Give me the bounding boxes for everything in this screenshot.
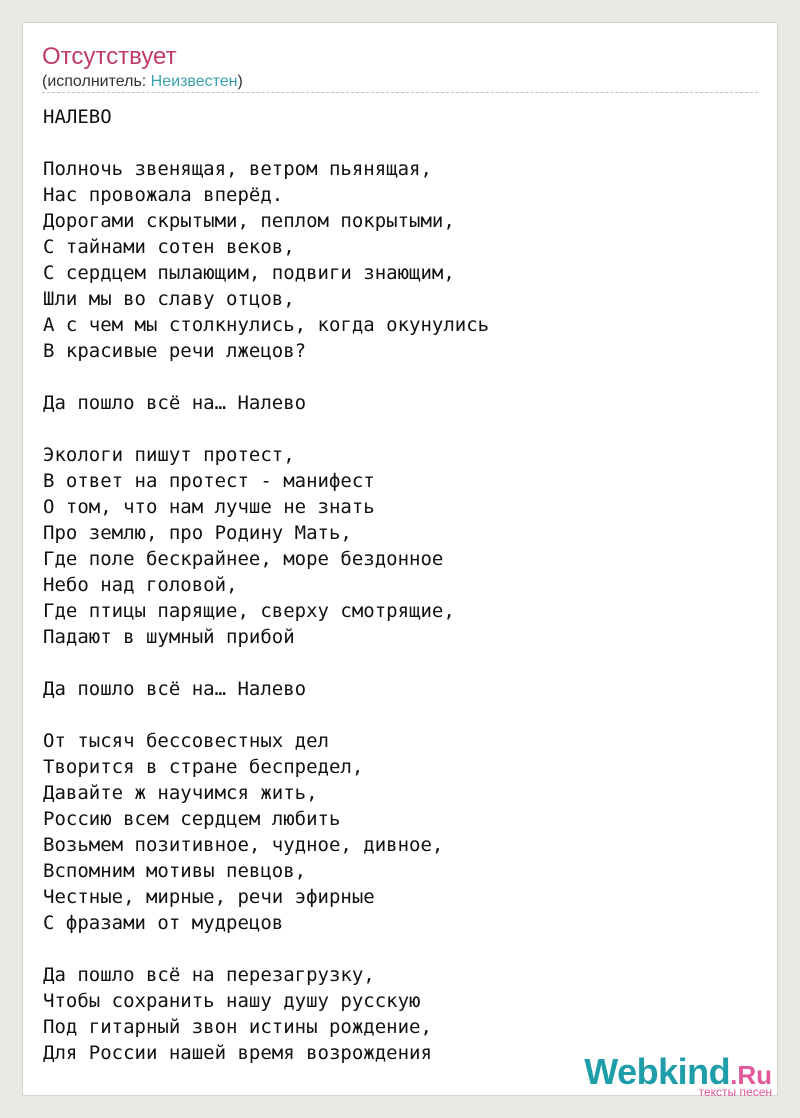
lyrics-text: НАЛЕВО Полночь звенящая, ветром пьянящая, Нас провожала вперёд. Дорогами скрытыми, пеплом покрытыми, С тайнами сотен веков, С сердцем пылающим, подвиги знающим, Шли мы во славу отцов, А с чем мы столкнулись, когда окунулись В красивые речи лжецов? Да пошло всё на… Налево Экологи пишут протест, В ответ на протест - манифест О том, что нам лучше не знать Про землю, про Родину Мать, Где поле бескрайнее, море бездонное Небо над головой, Где птицы парящие, сверху смотрящие, Падают в шумный прибой Да пошло всё на… Налево От тысяч бессовестных дел Творится в стране беспредел, Давайте ж научимся жить, Россию всем сердцем любить Возьмем позитивное, чудное, дивное, Вспомним мотивы певцов, Честные, мирные, речи эфирные С фразами от мудрецов Да пошло всё на перезагрузку, Чтобы сохранить нашу душу русскую Под гитарный звон истины рождение, Для России нашей время возрождения [43, 106, 490, 1064]
performer-prefix: (исполнитель: [42, 73, 151, 90]
site-logo[interactable] [584, 1051, 772, 1099]
header-divider [42, 92, 758, 93]
performer-link[interactable]: Неизвестен [150, 73, 238, 90]
logo-tagline: тексты песен [698, 1085, 772, 1099]
song-title: Отсутствует [42, 43, 177, 70]
performer-suffix: ) [237, 73, 243, 90]
logo-main-text: Webkind [584, 1051, 731, 1092]
logo-tld-text: .Ru [730, 1060, 772, 1090]
performer-line [42, 72, 243, 92]
